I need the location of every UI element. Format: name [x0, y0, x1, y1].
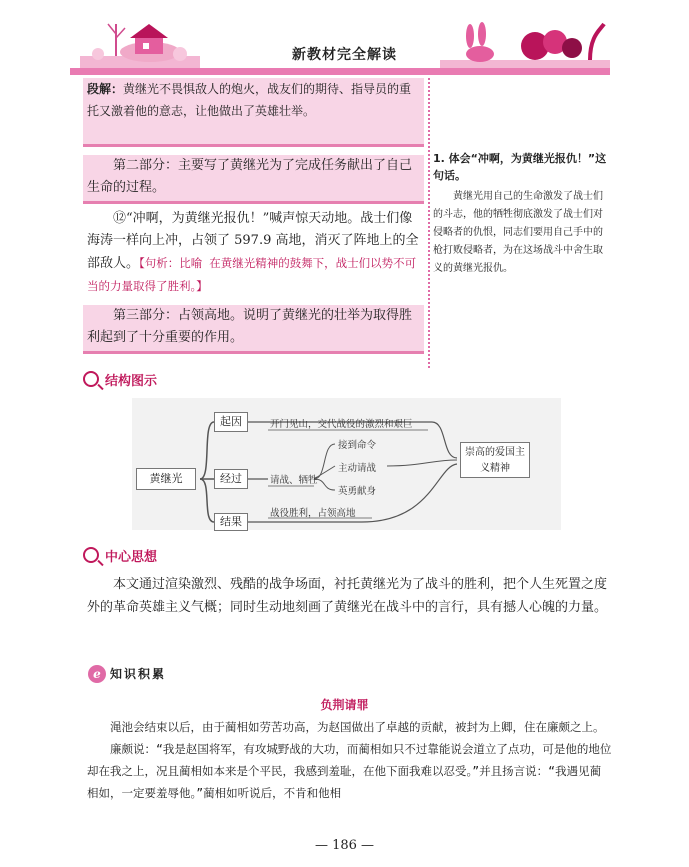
branch-result: 结果 [214, 513, 248, 531]
segment-analysis-box [83, 78, 424, 147]
story-body [87, 716, 612, 804]
side-note [433, 150, 611, 278]
sentence-analysis: 【句析：比喻 在黄继光精神的鼓舞下，战士们以势不可当的力量取得了胜利。】 [87, 256, 417, 293]
center-heading-text: 中心思想 [105, 550, 158, 565]
segment-analysis-label: 段解： [87, 82, 124, 96]
structure-heading-text: 结构图示 [105, 374, 158, 389]
magnifier-icon [83, 371, 99, 387]
page-number: — 186 — [314, 838, 375, 853]
sub-receive-order: 接到命令 [338, 440, 377, 451]
part-three-text: 第三部分：占领高地。说明了黄继光的壮举为取得胜利起到了十分重要的作用。 [87, 308, 413, 345]
paragraph-12-text: ⑫“冲啊，为黄继光报仇！”喊声惊天动地。战士们像海涛一样向上冲，占领了 597.9 高地，消灭了阵地上的全部敌人。 [87, 211, 419, 271]
side-note-question: 1. 体会“冲啊，为黄继光报仇！”这句话。 [433, 152, 607, 182]
column-divider [428, 78, 430, 368]
magnifier-icon [83, 547, 99, 563]
mind-map-conclusion: 崇高的爱国主义精神 [460, 442, 530, 478]
paragraph-12 [87, 208, 421, 298]
sub-volunteer: 主动请战 [338, 463, 377, 474]
side-note-answer: 黄继光用自己的生命激发了战士们的斗志，他的牺牲彻底激发了战士们对侵略者的仇恨，同志们要用自己手中的枪打败侵略者，为在这场战斗中舍生取义的黄继光报仇。 [433, 191, 603, 274]
center-idea-text: 本文通过渲染激烈、残酷的战争场面，衬托黄继光为了战斗的胜利，把个人生死置之度外的革命英雄主义气概；同时生动地刻画了黄继光在战斗中的言行，具有撼人心魄的力量。 [87, 577, 608, 615]
branch-process-detail: 请战、牺牲 [270, 475, 318, 486]
branch-cause-detail: 开门见山，交代战役的激烈和艰巨 [270, 419, 413, 430]
sub-sacrifice: 英勇献身 [338, 486, 377, 497]
knowledge-e-icon: e [88, 665, 106, 683]
structure-mind-map [132, 398, 561, 530]
structure-heading [83, 370, 157, 389]
story-paragraph-1: 渑池会结束以后，由于蔺相如劳苦功高，为赵国做出了卓越的贡献，被封为上卿，住在廉颇之上。 [110, 720, 605, 734]
part-three-box [83, 305, 424, 354]
header-title: 新教材完全解读 [292, 47, 397, 63]
segment-analysis-text: 黄继光不畏惧敌人的炮火，战友们的期待、指导员的重托又激着他的意志，让他做出了英雄壮举。 [87, 82, 412, 118]
part-two-box [83, 155, 424, 204]
mind-map-root: 黄继光 [136, 468, 196, 490]
branch-cause: 起因 [214, 412, 248, 432]
story-title: 负荆请罪 [320, 698, 369, 712]
header-band [70, 68, 610, 75]
knowledge-heading [88, 663, 166, 683]
story-paragraph-2: 廉颇说：“我是赵国将军，有攻城野战的大功，而蔺相如只不过靠能说会道立了点功，可是他的地位却在我之上，况且蔺相如本来是个平民，我感到羞耻，在他下面我难以忍受。”并且扬言说：“我遇见蔺相如，一定要羞辱他。”蔺相如听说后，不肯和他相 [87, 742, 612, 800]
knowledge-label: 知识积累 [110, 667, 167, 681]
branch-process: 经过 [214, 469, 248, 489]
branch-result-detail: 战役胜利，占领高地 [270, 508, 356, 519]
part-two-text: 第二部分：主要写了黄继光为了完成任务献出了自己生命的过程。 [87, 158, 413, 195]
center-heading [83, 546, 157, 565]
